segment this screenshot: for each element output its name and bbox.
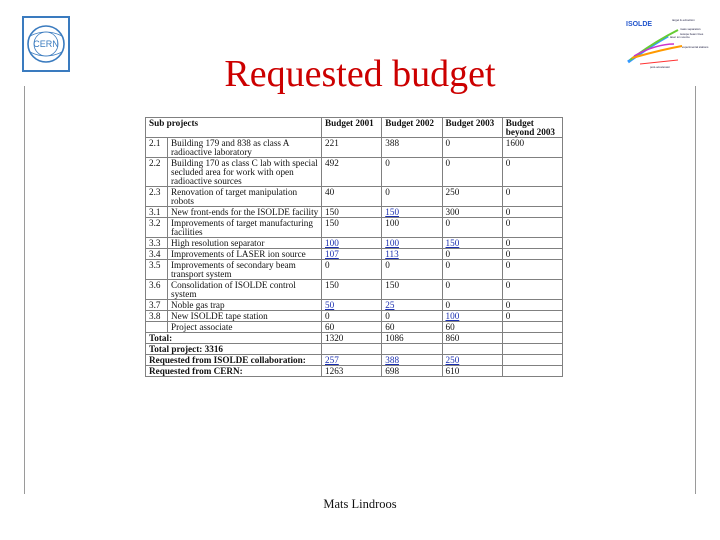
row-b2003-link[interactable]: 150 xyxy=(442,238,502,249)
table-row xyxy=(146,249,563,260)
row-b2001: 150 xyxy=(322,207,382,218)
row-b2002: 0 xyxy=(382,187,442,207)
row-b2001-link[interactable]: 50 xyxy=(322,300,382,311)
total-row xyxy=(146,333,563,344)
row-b2001: 150 xyxy=(322,280,382,300)
row-b2001: 492 xyxy=(322,158,382,187)
header-budget-2001: Budget 2001 xyxy=(322,118,382,138)
requested-isolde-row xyxy=(146,355,563,366)
requested-cern-b2001: 1263 xyxy=(322,366,382,377)
row-id: 3.6 xyxy=(146,280,168,300)
row-b2002: 100 xyxy=(382,218,442,238)
row-b2001: 0 xyxy=(322,311,382,322)
cern-logo-text: CERN xyxy=(33,39,59,49)
row-id: 3.2 xyxy=(146,218,168,238)
empty-cell xyxy=(382,344,442,355)
table-row xyxy=(146,322,563,333)
requested-isolde-label: Requested from ISOLDE collaboration: xyxy=(146,355,322,366)
table-row xyxy=(146,311,563,322)
total-b2003: 860 xyxy=(442,333,502,344)
budget-table xyxy=(145,117,563,377)
requested-cern-b2003: 610 xyxy=(442,366,502,377)
footer-author: Mats Lindroos xyxy=(323,497,397,511)
isolde-label-5: experimental stations xyxy=(682,45,709,49)
total-b2001: 1320 xyxy=(322,333,382,344)
table-row xyxy=(146,158,563,187)
row-b2001: 150 xyxy=(322,218,382,238)
row-desc: Consolidation of ISOLDE control system xyxy=(168,280,322,300)
isolde-label-3: mass separators xyxy=(680,27,701,31)
header-budget-2002: Budget 2002 xyxy=(382,118,442,138)
requested-cern-b2002: 698 xyxy=(382,366,442,377)
total-label: Total: xyxy=(146,333,322,344)
row-desc: Building 170 as class C lab with special secluded area for work with open radioactive sources xyxy=(168,158,322,187)
row-beyond xyxy=(502,322,562,333)
row-b2003: 0 xyxy=(442,218,502,238)
row-b2001: 40 xyxy=(322,187,382,207)
row-id: 2.2 xyxy=(146,158,168,187)
table-row xyxy=(146,138,563,158)
isolde-logo-text: ISOLDE xyxy=(626,21,653,28)
row-b2003: 0 xyxy=(442,300,502,311)
row-b2003: 0 xyxy=(442,158,502,187)
row-desc: Improvements of target manufacturing facilities xyxy=(168,218,322,238)
row-b2002-link[interactable]: 150 xyxy=(382,207,442,218)
row-desc: Improvements of LASER ion source xyxy=(168,249,322,260)
row-b2003: 0 xyxy=(442,249,502,260)
row-desc: Renovation of target manipulation robots xyxy=(168,187,322,207)
row-b2002: 388 xyxy=(382,138,442,158)
header-budget-2003: Budget 2003 xyxy=(442,118,502,138)
isolde-label-6: post-accelerator xyxy=(650,65,671,69)
row-b2003: 0 xyxy=(442,260,502,280)
table-row xyxy=(146,300,563,311)
row-b2002: 150 xyxy=(382,280,442,300)
row-beyond: 0 xyxy=(502,218,562,238)
row-id xyxy=(146,322,168,333)
row-id: 3.3 xyxy=(146,238,168,249)
table-row xyxy=(146,238,563,249)
row-desc: Building 179 and 838 as class A radioactive laboratory xyxy=(168,138,322,158)
row-beyond: 1600 xyxy=(502,138,562,158)
requested-cern-beyond xyxy=(502,366,562,377)
requested-isolde-beyond xyxy=(502,355,562,366)
row-b2002: 0 xyxy=(382,311,442,322)
table-row xyxy=(146,218,563,238)
row-beyond: 0 xyxy=(502,187,562,207)
empty-cell xyxy=(502,344,562,355)
row-beyond: 0 xyxy=(502,249,562,260)
row-id: 3.8 xyxy=(146,311,168,322)
row-b2001-link[interactable]: 100 xyxy=(322,238,382,249)
total-project-row xyxy=(146,344,563,355)
table-row xyxy=(146,260,563,280)
row-b2003: 250 xyxy=(442,187,502,207)
budget-table-container xyxy=(145,117,563,453)
row-b2002-link[interactable]: 100 xyxy=(382,238,442,249)
row-id: 3.7 xyxy=(146,300,168,311)
empty-cell xyxy=(322,344,382,355)
requested-isolde-b2003-link[interactable]: 250 xyxy=(442,355,502,366)
row-beyond: 0 xyxy=(502,311,562,322)
row-desc: Improvements of secondary beam transport system xyxy=(168,260,322,280)
row-id: 3.1 xyxy=(146,207,168,218)
row-b2003: 0 xyxy=(442,138,502,158)
row-desc: New front-ends for the ISOLDE facility xyxy=(168,207,322,218)
row-b2002-link[interactable]: 113 xyxy=(382,249,442,260)
table-row xyxy=(146,207,563,218)
row-id: 3.5 xyxy=(146,260,168,280)
row-id: 2.3 xyxy=(146,187,168,207)
requested-isolde-b2002-link[interactable]: 388 xyxy=(382,355,442,366)
row-beyond: 0 xyxy=(502,158,562,187)
slide-title: Requested budget xyxy=(224,53,496,95)
row-b2001: 60 xyxy=(322,322,382,333)
right-border-line xyxy=(695,86,696,494)
row-desc: Noble gas trap xyxy=(168,300,322,311)
row-desc: Project associate xyxy=(168,322,322,333)
row-id: 2.1 xyxy=(146,138,168,158)
total-beyond xyxy=(502,333,562,344)
header-sub-projects: Sub projects xyxy=(146,118,322,138)
isolde-label-4: isotope beam lines xyxy=(680,32,704,36)
total-b2002: 1086 xyxy=(382,333,442,344)
row-b2003: 0 xyxy=(442,280,502,300)
row-b2002: 0 xyxy=(382,260,442,280)
total-project-label: Total project: 3316 xyxy=(146,344,322,355)
row-b2003-link[interactable]: 100 xyxy=(442,311,502,322)
row-b2002-link[interactable]: 25 xyxy=(382,300,442,311)
isolde-label-2: laser ion source xyxy=(670,35,690,39)
row-beyond: 0 xyxy=(502,207,562,218)
row-beyond: 0 xyxy=(502,260,562,280)
table-row xyxy=(146,187,563,207)
requested-cern-label: Requested from CERN: xyxy=(146,366,322,377)
row-id: 3.4 xyxy=(146,249,168,260)
requested-cern-row xyxy=(146,366,563,377)
row-b2002: 0 xyxy=(382,158,442,187)
isolde-label-1: target & extraction xyxy=(672,18,695,22)
empty-cell xyxy=(442,344,502,355)
row-beyond: 0 xyxy=(502,238,562,249)
table-row xyxy=(146,280,563,300)
row-desc: New ISOLDE tape station xyxy=(168,311,322,322)
table-header-row xyxy=(146,118,563,138)
row-b2001: 221 xyxy=(322,138,382,158)
row-b2003: 60 xyxy=(442,322,502,333)
header-budget-beyond: Budget beyond 2003 xyxy=(502,118,562,138)
row-beyond: 0 xyxy=(502,300,562,311)
row-b2003: 300 xyxy=(442,207,502,218)
row-b2001-link[interactable]: 107 xyxy=(322,249,382,260)
requested-isolde-b2001-link[interactable]: 257 xyxy=(322,355,382,366)
row-b2001: 0 xyxy=(322,260,382,280)
row-beyond: 0 xyxy=(502,280,562,300)
row-b2002: 60 xyxy=(382,322,442,333)
row-desc: High resolution separator xyxy=(168,238,322,249)
left-border-line xyxy=(24,86,25,494)
